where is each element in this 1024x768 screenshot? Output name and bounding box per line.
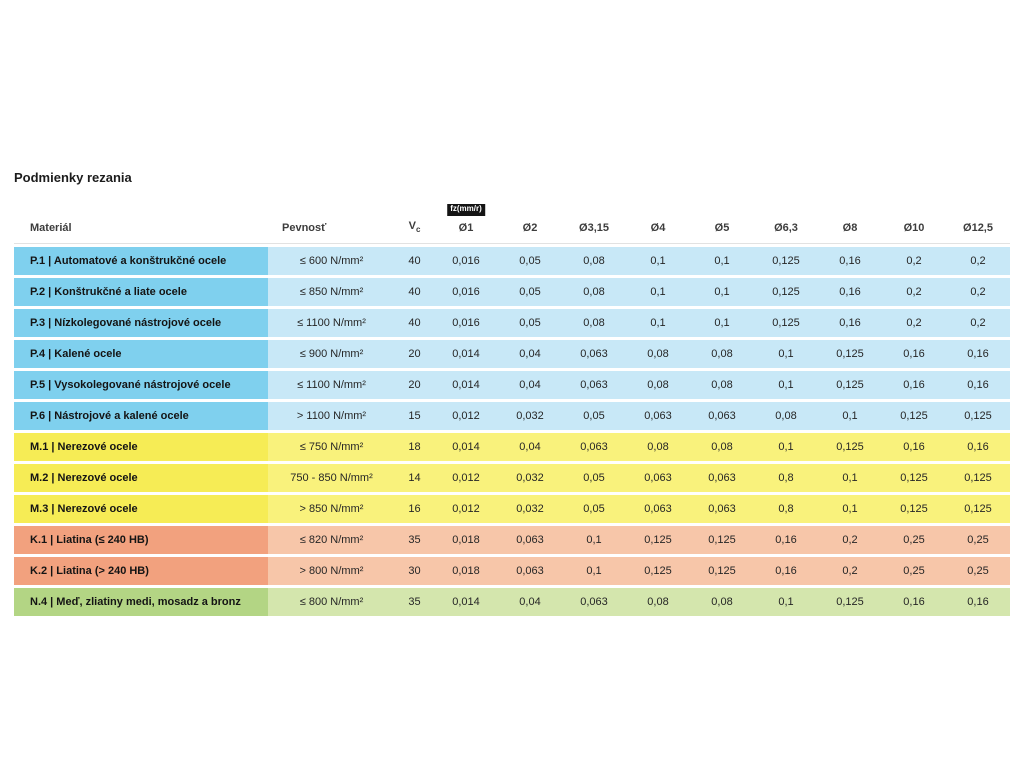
fz-cell: 0,125 [818,433,882,461]
fz-cell: 0,16 [754,557,818,585]
vc-cell: 16 [395,495,434,523]
fz-cell: 0,125 [754,247,818,275]
column-header-material: Materiál [14,202,268,244]
material-cell: M.1 | Nerezové ocele [14,433,268,461]
fz-cell: 0,063 [690,495,754,523]
table-row [14,309,1010,337]
table-body [14,247,1010,616]
strength-cell: ≤ 850 N/mm² [268,278,395,306]
fz-cell: 0,04 [498,433,562,461]
fz-cell: 0,08 [690,371,754,399]
fz-cell: 0,08 [690,588,754,616]
fz-cell: 0,1 [754,371,818,399]
fz-cell: 0,16 [882,340,946,368]
strength-cell: > 1100 N/mm² [268,402,395,430]
column-header-d4: Ø4 [626,202,690,244]
fz-cell: 0,16 [818,247,882,275]
table-row [14,278,1010,306]
fz-cell: 0,125 [626,526,690,554]
fz-cell: 0,05 [562,464,626,492]
material-cell: M.2 | Nerezové ocele [14,464,268,492]
fz-cell: 0,1 [690,309,754,337]
fz-cell: 0,014 [434,433,498,461]
fz-cell: 0,2 [882,309,946,337]
table-row [14,495,1010,523]
table-row [14,340,1010,368]
vc-cell: 15 [395,402,434,430]
fz-cell: 0,014 [434,588,498,616]
column-header-d5: Ø5 [690,202,754,244]
column-header-d10: Ø10 [882,202,946,244]
vc-cell: 20 [395,340,434,368]
fz-cell: 0,04 [498,588,562,616]
cutting-conditions-table [14,199,1010,619]
strength-cell: ≤ 820 N/mm² [268,526,395,554]
fz-cell: 0,1 [690,247,754,275]
fz-cell: 0,1 [754,340,818,368]
fz-cell: 0,05 [498,247,562,275]
fz-cell: 0,16 [882,588,946,616]
fz-cell: 0,16 [818,278,882,306]
fz-cell: 0,063 [690,464,754,492]
page-title: Podmienky rezania [14,170,132,185]
fz-cell: 0,012 [434,464,498,492]
material-cell: P.2 | Konštrukčné a liate ocele [14,278,268,306]
fz-cell: 0,018 [434,526,498,554]
material-cell: P.1 | Automatové a konštrukčné ocele [14,247,268,275]
fz-cell: 0,063 [562,371,626,399]
material-cell: P.6 | Nástrojové a kalené ocele [14,402,268,430]
fz-cell: 0,16 [946,588,1010,616]
fz-cell: 0,08 [690,433,754,461]
fz-cell: 0,063 [690,402,754,430]
fz-cell: 0,012 [434,495,498,523]
fz-cell: 0,1 [562,557,626,585]
column-header-strength: Pevnosť [268,202,395,244]
strength-cell: ≤ 750 N/mm² [268,433,395,461]
vc-cell: 35 [395,526,434,554]
fz-cell: 0,014 [434,340,498,368]
fz-cell: 0,16 [946,433,1010,461]
fz-cell: 0,2 [946,278,1010,306]
fz-cell: 0,032 [498,464,562,492]
fz-cell: 0,08 [626,371,690,399]
table-row [14,557,1010,585]
table-row [14,402,1010,430]
fz-cell: 0,08 [562,278,626,306]
vc-cell: 35 [395,588,434,616]
fz-cell: 0,16 [754,526,818,554]
strength-cell: 750 - 850 N/mm² [268,464,395,492]
fz-cell: 0,1 [626,247,690,275]
vc-cell: 40 [395,278,434,306]
fz-cell: 0,2 [818,557,882,585]
material-cell: N.4 | Meď, zliatiny medi, mosadz a bronz [14,588,268,616]
fz-cell: 0,08 [626,433,690,461]
fz-cell: 0,014 [434,371,498,399]
fz-cell: 0,1 [818,495,882,523]
fz-cell: 0,16 [882,371,946,399]
fz-cell: 0,063 [562,588,626,616]
material-cell: K.2 | Liatina (> 240 HB) [14,557,268,585]
fz-cell: 0,05 [498,278,562,306]
fz-cell: 0,012 [434,402,498,430]
vc-cell: 18 [395,433,434,461]
vc-cell: 30 [395,557,434,585]
fz-cell: 0,125 [882,464,946,492]
fz-cell: 0,125 [882,495,946,523]
fz-cell: 0,032 [498,402,562,430]
fz-cell: 0,16 [946,340,1010,368]
table-row [14,526,1010,554]
fz-cell: 0,125 [818,588,882,616]
fz-cell: 0,125 [690,526,754,554]
column-header-vc [395,202,434,244]
fz-cell: 0,8 [754,495,818,523]
fz-cell: 0,063 [626,495,690,523]
strength-cell: ≤ 900 N/mm² [268,340,395,368]
fz-cell: 0,08 [754,402,818,430]
fz-cell: 0,125 [946,402,1010,430]
fz-cell: 0,16 [946,371,1010,399]
fz-cell: 0,1 [754,588,818,616]
fz-cell: 0,1 [562,526,626,554]
fz-cell: 0,1 [818,464,882,492]
table-header-row [14,202,1010,244]
strength-cell: ≤ 800 N/mm² [268,588,395,616]
fz-cell: 0,08 [562,309,626,337]
d1-label: Ø1 [458,222,474,235]
fz-cell: 0,2 [882,278,946,306]
material-cell: P.5 | Vysokolegované nástrojové ocele [14,371,268,399]
fz-cell: 0,018 [434,557,498,585]
column-header-d2: Ø2 [498,202,562,244]
table-row [14,588,1010,616]
table-row [14,247,1010,275]
fz-cell: 0,08 [626,588,690,616]
fz-cell: 0,05 [562,495,626,523]
fz-cell: 0,05 [562,402,626,430]
table-row [14,464,1010,492]
fz-cell: 0,25 [946,557,1010,585]
fz-cell: 0,1 [754,433,818,461]
fz-cell: 0,063 [562,340,626,368]
fz-cell: 0,125 [818,371,882,399]
fz-cell: 0,04 [498,340,562,368]
fz-cell: 0,2 [882,247,946,275]
fz-cell: 0,1 [626,278,690,306]
vc-subscript: c [415,225,421,235]
fz-cell: 0,063 [626,464,690,492]
column-header-d6-3: Ø6,3 [754,202,818,244]
fz-cell: 0,25 [882,526,946,554]
fz-cell: 0,063 [562,433,626,461]
strength-cell: > 800 N/mm² [268,557,395,585]
fz-cell: 0,05 [498,309,562,337]
fz-cell: 0,25 [946,526,1010,554]
fz-cell: 0,063 [626,402,690,430]
fz-cell: 0,125 [818,340,882,368]
fz-cell: 0,125 [626,557,690,585]
fz-cell: 0,1 [818,402,882,430]
vc-cell: 40 [395,309,434,337]
fz-cell: 0,125 [690,557,754,585]
fz-cell: 0,063 [498,557,562,585]
column-header-d12-5: Ø12,5 [946,202,1010,244]
fz-cell: 0,2 [946,247,1010,275]
vc-cell: 14 [395,464,434,492]
fz-cell: 0,1 [626,309,690,337]
fz-cell: 0,2 [818,526,882,554]
fz-cell: 0,125 [754,278,818,306]
fz-cell: 0,04 [498,371,562,399]
fz-cell: 0,08 [626,340,690,368]
column-header-d3-15: Ø3,15 [562,202,626,244]
material-cell: M.3 | Nerezové ocele [14,495,268,523]
fz-cell: 0,16 [818,309,882,337]
fz-cell: 0,032 [498,495,562,523]
fz-cell: 0,125 [946,495,1010,523]
fz-cell: 0,125 [946,464,1010,492]
vc-label: V [408,220,416,232]
strength-cell: > 850 N/mm² [268,495,395,523]
material-cell: K.1 | Liatina (≤ 240 HB) [14,526,268,554]
fz-cell: 0,016 [434,247,498,275]
column-header-d8: Ø8 [818,202,882,244]
fz-cell: 0,1 [690,278,754,306]
vc-cell: 40 [395,247,434,275]
column-header-d1 [434,202,498,244]
fz-cell: 0,16 [882,433,946,461]
fz-cell: 0,08 [690,340,754,368]
vc-cell: 20 [395,371,434,399]
material-cell: P.3 | Nízkolegované nástrojové ocele [14,309,268,337]
fz-cell: 0,063 [498,526,562,554]
table-row [14,433,1010,461]
fz-cell: 0,016 [434,278,498,306]
fz-cell: 0,25 [882,557,946,585]
fz-cell: 0,08 [562,247,626,275]
fz-unit-badge: fz(mm/r) [447,204,485,216]
strength-cell: ≤ 600 N/mm² [268,247,395,275]
strength-cell: ≤ 1100 N/mm² [268,371,395,399]
fz-cell: 0,125 [882,402,946,430]
fz-cell: 0,016 [434,309,498,337]
fz-cell: 0,8 [754,464,818,492]
fz-cell: 0,2 [946,309,1010,337]
table-row [14,371,1010,399]
material-cell: P.4 | Kalené ocele [14,340,268,368]
fz-cell: 0,125 [754,309,818,337]
strength-cell: ≤ 1100 N/mm² [268,309,395,337]
